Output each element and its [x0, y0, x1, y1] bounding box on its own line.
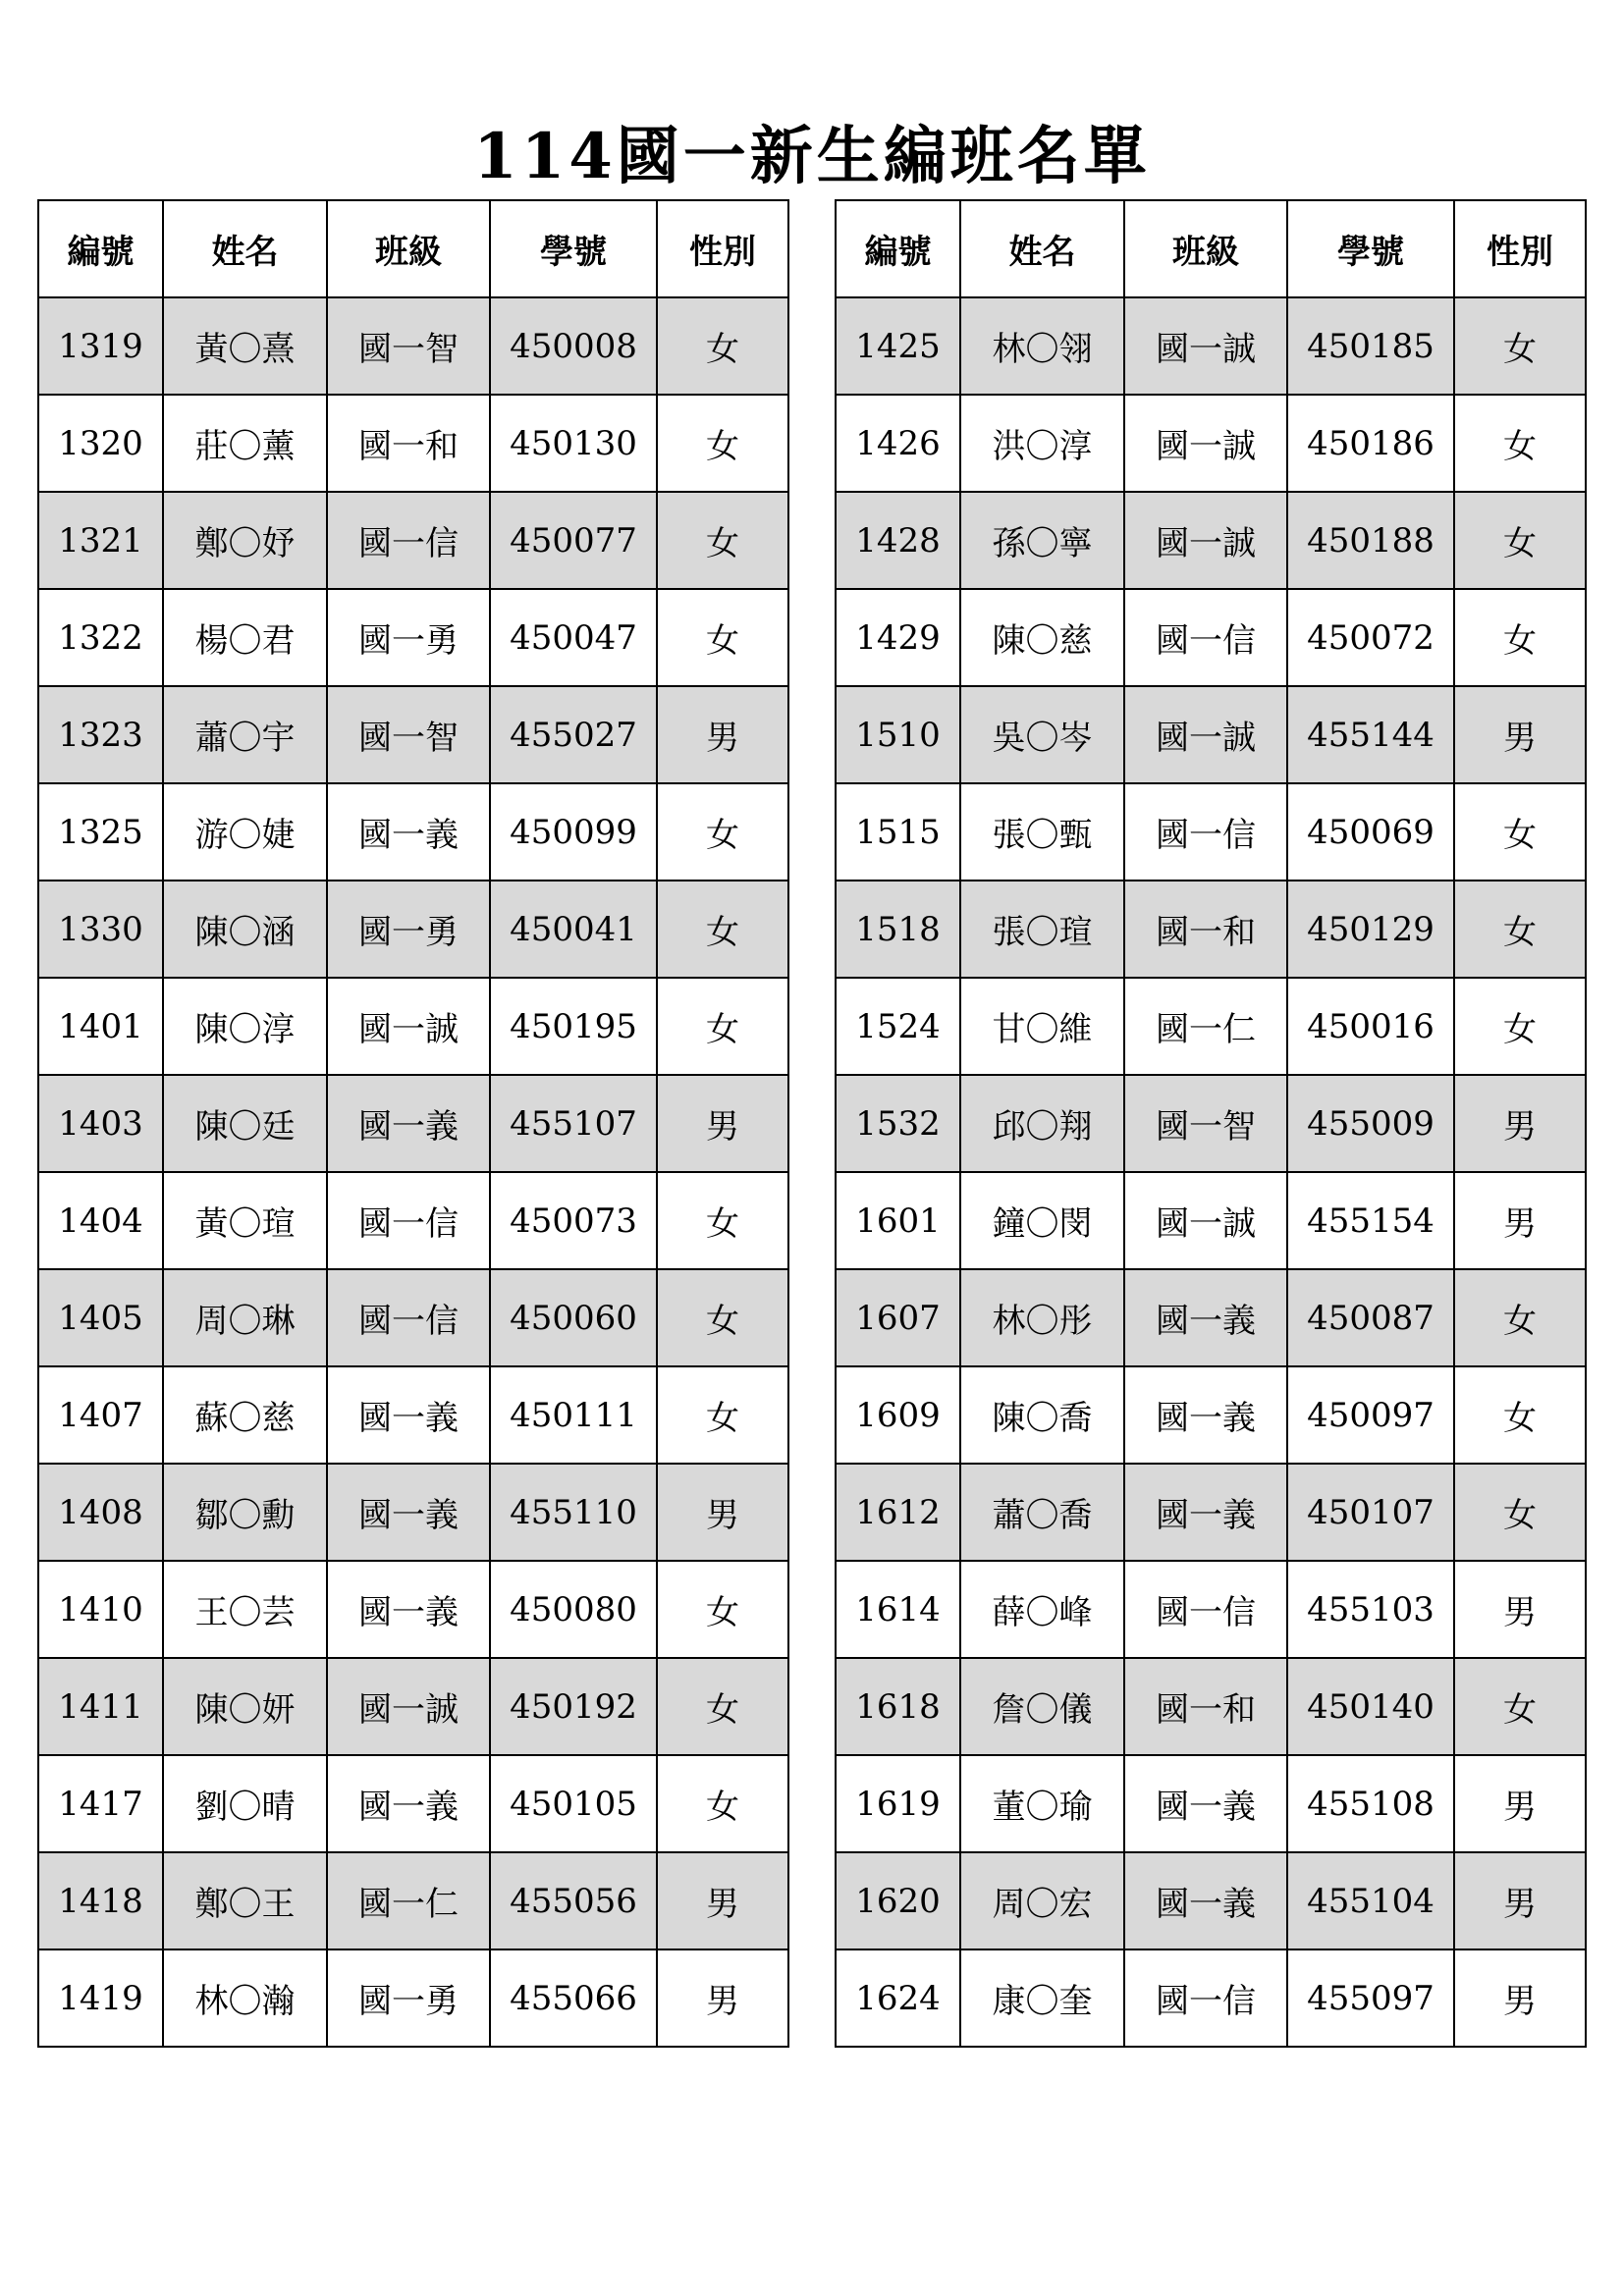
cell-student-id: 455097: [1287, 1949, 1454, 2047]
cell-number: 1419: [38, 1949, 163, 2047]
cell-gender: 男: [1454, 1172, 1586, 1269]
cell-student-id: 450016: [1287, 978, 1454, 1075]
cell-class: 國一和: [327, 395, 490, 492]
roster-table-left: [37, 199, 789, 2048]
cell-number: 1319: [38, 297, 163, 395]
header-number: 編號: [38, 200, 163, 297]
cell-gender: 男: [657, 1949, 788, 2047]
cell-number: 1321: [38, 492, 163, 589]
table-row: [38, 1366, 788, 1464]
cell-number: 1609: [836, 1366, 960, 1464]
header-class: 班級: [1124, 200, 1287, 297]
cell-number: 1601: [836, 1172, 960, 1269]
table-row: [38, 1075, 788, 1172]
cell-number: 1612: [836, 1464, 960, 1561]
cell-class: 國一誠: [1124, 395, 1287, 492]
cell-gender: 女: [1454, 978, 1586, 1075]
cell-number: 1403: [38, 1075, 163, 1172]
cell-class: 國一信: [1124, 783, 1287, 881]
table-row: [38, 686, 788, 783]
cell-number: 1425: [836, 297, 960, 395]
cell-class: 國一誠: [1124, 1172, 1287, 1269]
cell-gender: 女: [657, 395, 788, 492]
cell-name: 蘇〇慈: [163, 1366, 327, 1464]
cell-name: 孫〇寧: [960, 492, 1124, 589]
cell-student-id: 450107: [1287, 1464, 1454, 1561]
cell-name: 林〇彤: [960, 1269, 1124, 1366]
cell-class: 國一義: [327, 1366, 490, 1464]
cell-name: 游〇婕: [163, 783, 327, 881]
cell-gender: 女: [657, 1269, 788, 1366]
cell-student-id: 450099: [490, 783, 657, 881]
cell-name: 蕭〇宇: [163, 686, 327, 783]
cell-number: 1325: [38, 783, 163, 881]
cell-number: 1426: [836, 395, 960, 492]
cell-number: 1618: [836, 1658, 960, 1755]
cell-class: 國一勇: [327, 881, 490, 978]
cell-number: 1401: [38, 978, 163, 1075]
cell-number: 1411: [38, 1658, 163, 1755]
cell-class: 國一義: [1124, 1269, 1287, 1366]
cell-name: 鄭〇王: [163, 1852, 327, 1949]
cell-student-id: 450008: [490, 297, 657, 395]
table-row: [836, 1269, 1586, 1366]
cell-number: 1330: [38, 881, 163, 978]
cell-gender: 女: [1454, 297, 1586, 395]
cell-student-id: 450047: [490, 589, 657, 686]
header-row: [836, 200, 1586, 297]
cell-gender: 女: [657, 881, 788, 978]
cell-student-id: 455103: [1287, 1561, 1454, 1658]
cell-gender: 男: [1454, 1852, 1586, 1949]
table-row: [38, 492, 788, 589]
cell-name: 薛〇峰: [960, 1561, 1124, 1658]
table-row: [836, 978, 1586, 1075]
page-title: 114國一新生編班名單: [473, 120, 1151, 193]
table-row: [38, 1561, 788, 1658]
cell-class: 國一智: [1124, 1075, 1287, 1172]
cell-name: 邱〇翔: [960, 1075, 1124, 1172]
cell-gender: 女: [657, 978, 788, 1075]
cell-student-id: 450073: [490, 1172, 657, 1269]
cell-gender: 男: [1454, 1949, 1586, 2047]
cell-name: 陳〇廷: [163, 1075, 327, 1172]
table-row: [38, 297, 788, 395]
cell-class: 國一和: [1124, 881, 1287, 978]
cell-student-id: 450140: [1287, 1658, 1454, 1755]
cell-class: 國一勇: [327, 1949, 490, 2047]
cell-name: 蕭〇喬: [960, 1464, 1124, 1561]
cell-name: 林〇瀚: [163, 1949, 327, 2047]
cell-class: 國一義: [327, 783, 490, 881]
cell-number: 1408: [38, 1464, 163, 1561]
cell-number: 1515: [836, 783, 960, 881]
table-row: [836, 492, 1586, 589]
cell-number: 1614: [836, 1561, 960, 1658]
cell-gender: 女: [1454, 395, 1586, 492]
cell-gender: 男: [657, 1075, 788, 1172]
cell-gender: 女: [657, 1366, 788, 1464]
cell-name: 黃〇熹: [163, 297, 327, 395]
cell-number: 1518: [836, 881, 960, 978]
cell-name: 黃〇瑄: [163, 1172, 327, 1269]
cell-student-id: 455056: [490, 1852, 657, 1949]
cell-number: 1418: [38, 1852, 163, 1949]
cell-student-id: 450192: [490, 1658, 657, 1755]
cell-class: 國一勇: [327, 589, 490, 686]
cell-class: 國一信: [327, 1269, 490, 1366]
cell-name: 楊〇君: [163, 589, 327, 686]
table-row: [38, 881, 788, 978]
cell-gender: 女: [1454, 1269, 1586, 1366]
table-row: [836, 783, 1586, 881]
cell-class: 國一義: [1124, 1366, 1287, 1464]
table-row: [38, 1464, 788, 1561]
cell-number: 1620: [836, 1852, 960, 1949]
cell-number: 1532: [836, 1075, 960, 1172]
cell-student-id: 450111: [490, 1366, 657, 1464]
cell-gender: 男: [657, 1852, 788, 1949]
cell-student-id: 455110: [490, 1464, 657, 1561]
header-name: 姓名: [163, 200, 327, 297]
cell-class: 國一信: [1124, 1949, 1287, 2047]
cell-student-id: 450195: [490, 978, 657, 1075]
cell-student-id: 450105: [490, 1755, 657, 1852]
roster-body-left: [38, 297, 788, 2047]
cell-name: 陳〇喬: [960, 1366, 1124, 1464]
cell-name: 詹〇儀: [960, 1658, 1124, 1755]
cell-class: 國一誠: [1124, 492, 1287, 589]
table-row: [38, 1755, 788, 1852]
header-gender: 性別: [1454, 200, 1586, 297]
cell-name: 董〇瑜: [960, 1755, 1124, 1852]
header-student-id: 學號: [490, 200, 657, 297]
cell-class: 國一誠: [327, 978, 490, 1075]
cell-student-id: 455144: [1287, 686, 1454, 783]
cell-gender: 女: [1454, 1464, 1586, 1561]
cell-student-id: 455009: [1287, 1075, 1454, 1172]
cell-class: 國一智: [327, 686, 490, 783]
cell-student-id: 455066: [490, 1949, 657, 2047]
cell-name: 莊〇薰: [163, 395, 327, 492]
cell-name: 甘〇維: [960, 978, 1124, 1075]
cell-gender: 女: [1454, 783, 1586, 881]
table-row: [38, 1172, 788, 1269]
cell-name: 洪〇淳: [960, 395, 1124, 492]
table-row: [38, 1658, 788, 1755]
cell-gender: 女: [657, 492, 788, 589]
cell-gender: 男: [1454, 1561, 1586, 1658]
cell-class: 國一仁: [1124, 978, 1287, 1075]
cell-gender: 女: [1454, 881, 1586, 978]
header-student-id: 學號: [1287, 200, 1454, 297]
cell-name: 張〇甄: [960, 783, 1124, 881]
cell-class: 國一信: [327, 1172, 490, 1269]
table-row: [836, 297, 1586, 395]
table-row: [38, 978, 788, 1075]
table-row: [836, 1949, 1586, 2047]
table-row: [38, 395, 788, 492]
cell-class: 國一誠: [1124, 297, 1287, 395]
roster-table-right: [835, 199, 1587, 2048]
cell-gender: 女: [657, 297, 788, 395]
cell-class: 國一和: [1124, 1658, 1287, 1755]
cell-student-id: 455154: [1287, 1172, 1454, 1269]
cell-number: 1619: [836, 1755, 960, 1852]
cell-student-id: 455027: [490, 686, 657, 783]
cell-gender: 女: [1454, 1658, 1586, 1755]
cell-name: 王〇芸: [163, 1561, 327, 1658]
cell-gender: 女: [1454, 492, 1586, 589]
roster-body-right: [836, 297, 1586, 2047]
header-row: [38, 200, 788, 297]
cell-gender: 女: [1454, 589, 1586, 686]
cell-student-id: 450185: [1287, 297, 1454, 395]
cell-class: 國一智: [327, 297, 490, 395]
cell-number: 1429: [836, 589, 960, 686]
cell-student-id: 450077: [490, 492, 657, 589]
cell-name: 鄭〇妤: [163, 492, 327, 589]
cell-class: 國一信: [1124, 1561, 1287, 1658]
cell-gender: 女: [657, 1172, 788, 1269]
cell-number: 1323: [38, 686, 163, 783]
cell-student-id: 450041: [490, 881, 657, 978]
cell-student-id: 455107: [490, 1075, 657, 1172]
cell-class: 國一義: [327, 1561, 490, 1658]
cell-class: 國一義: [1124, 1755, 1287, 1852]
cell-number: 1607: [836, 1269, 960, 1366]
cell-student-id: 450080: [490, 1561, 657, 1658]
header-name: 姓名: [960, 200, 1124, 297]
cell-name: 鐘〇閔: [960, 1172, 1124, 1269]
cell-gender: 女: [657, 1658, 788, 1755]
table-row: [38, 783, 788, 881]
cell-name: 陳〇妍: [163, 1658, 327, 1755]
cell-gender: 男: [657, 1464, 788, 1561]
cell-class: 國一義: [1124, 1852, 1287, 1949]
table-row: [38, 1949, 788, 2047]
cell-gender: 女: [657, 1755, 788, 1852]
cell-student-id: 450097: [1287, 1366, 1454, 1464]
cell-name: 陳〇淳: [163, 978, 327, 1075]
cell-gender: 女: [657, 589, 788, 686]
table-row: [836, 1852, 1586, 1949]
cell-name: 鄒〇勳: [163, 1464, 327, 1561]
cell-student-id: 450130: [490, 395, 657, 492]
cell-name: 康〇奎: [960, 1949, 1124, 2047]
table-row: [38, 1852, 788, 1949]
cell-class: 國一義: [1124, 1464, 1287, 1561]
cell-gender: 男: [1454, 1755, 1586, 1852]
cell-class: 國一義: [327, 1464, 490, 1561]
cell-student-id: 450069: [1287, 783, 1454, 881]
cell-name: 周〇宏: [960, 1852, 1124, 1949]
cell-class: 國一誠: [1124, 686, 1287, 783]
cell-number: 1405: [38, 1269, 163, 1366]
table-row: [836, 589, 1586, 686]
table-row: [836, 1755, 1586, 1852]
cell-student-id: 450188: [1287, 492, 1454, 589]
cell-name: 張〇瑄: [960, 881, 1124, 978]
table-row: [836, 1075, 1586, 1172]
cell-student-id: 455104: [1287, 1852, 1454, 1949]
cell-student-id: 450072: [1287, 589, 1454, 686]
table-row: [836, 1464, 1586, 1561]
cell-gender: 女: [657, 783, 788, 881]
table-row: [836, 1658, 1586, 1755]
cell-gender: 男: [1454, 1075, 1586, 1172]
cell-number: 1322: [38, 589, 163, 686]
cell-student-id: 455108: [1287, 1755, 1454, 1852]
table-row: [836, 881, 1586, 978]
cell-name: 周〇琳: [163, 1269, 327, 1366]
cell-number: 1320: [38, 395, 163, 492]
cell-class: 國一信: [327, 492, 490, 589]
cell-number: 1624: [836, 1949, 960, 2047]
table-row: [38, 1269, 788, 1366]
cell-name: 劉〇晴: [163, 1755, 327, 1852]
table-row: [836, 1561, 1586, 1658]
table-row: [836, 1172, 1586, 1269]
cell-class: 國一仁: [327, 1852, 490, 1949]
table-row: [836, 1366, 1586, 1464]
cell-number: 1524: [836, 978, 960, 1075]
cell-number: 1410: [38, 1561, 163, 1658]
cell-number: 1404: [38, 1172, 163, 1269]
header-number: 編號: [836, 200, 960, 297]
cell-student-id: 450186: [1287, 395, 1454, 492]
cell-number: 1417: [38, 1755, 163, 1852]
cell-student-id: 450087: [1287, 1269, 1454, 1366]
cell-name: 吳〇岑: [960, 686, 1124, 783]
cell-gender: 男: [1454, 686, 1586, 783]
cell-class: 國一義: [327, 1755, 490, 1852]
header-class: 班級: [327, 200, 490, 297]
cell-name: 林〇翎: [960, 297, 1124, 395]
cell-gender: 女: [657, 1561, 788, 1658]
cell-student-id: 450129: [1287, 881, 1454, 978]
cell-student-id: 450060: [490, 1269, 657, 1366]
cell-gender: 男: [657, 686, 788, 783]
cell-class: 國一義: [327, 1075, 490, 1172]
cell-number: 1510: [836, 686, 960, 783]
cell-number: 1407: [38, 1366, 163, 1464]
cell-gender: 女: [1454, 1366, 1586, 1464]
table-row: [836, 686, 1586, 783]
cell-name: 陳〇涵: [163, 881, 327, 978]
cell-class: 國一信: [1124, 589, 1287, 686]
header-gender: 性別: [657, 200, 788, 297]
cell-number: 1428: [836, 492, 960, 589]
cell-class: 國一誠: [327, 1658, 490, 1755]
cell-name: 陳〇慈: [960, 589, 1124, 686]
table-row: [836, 395, 1586, 492]
table-row: [38, 589, 788, 686]
